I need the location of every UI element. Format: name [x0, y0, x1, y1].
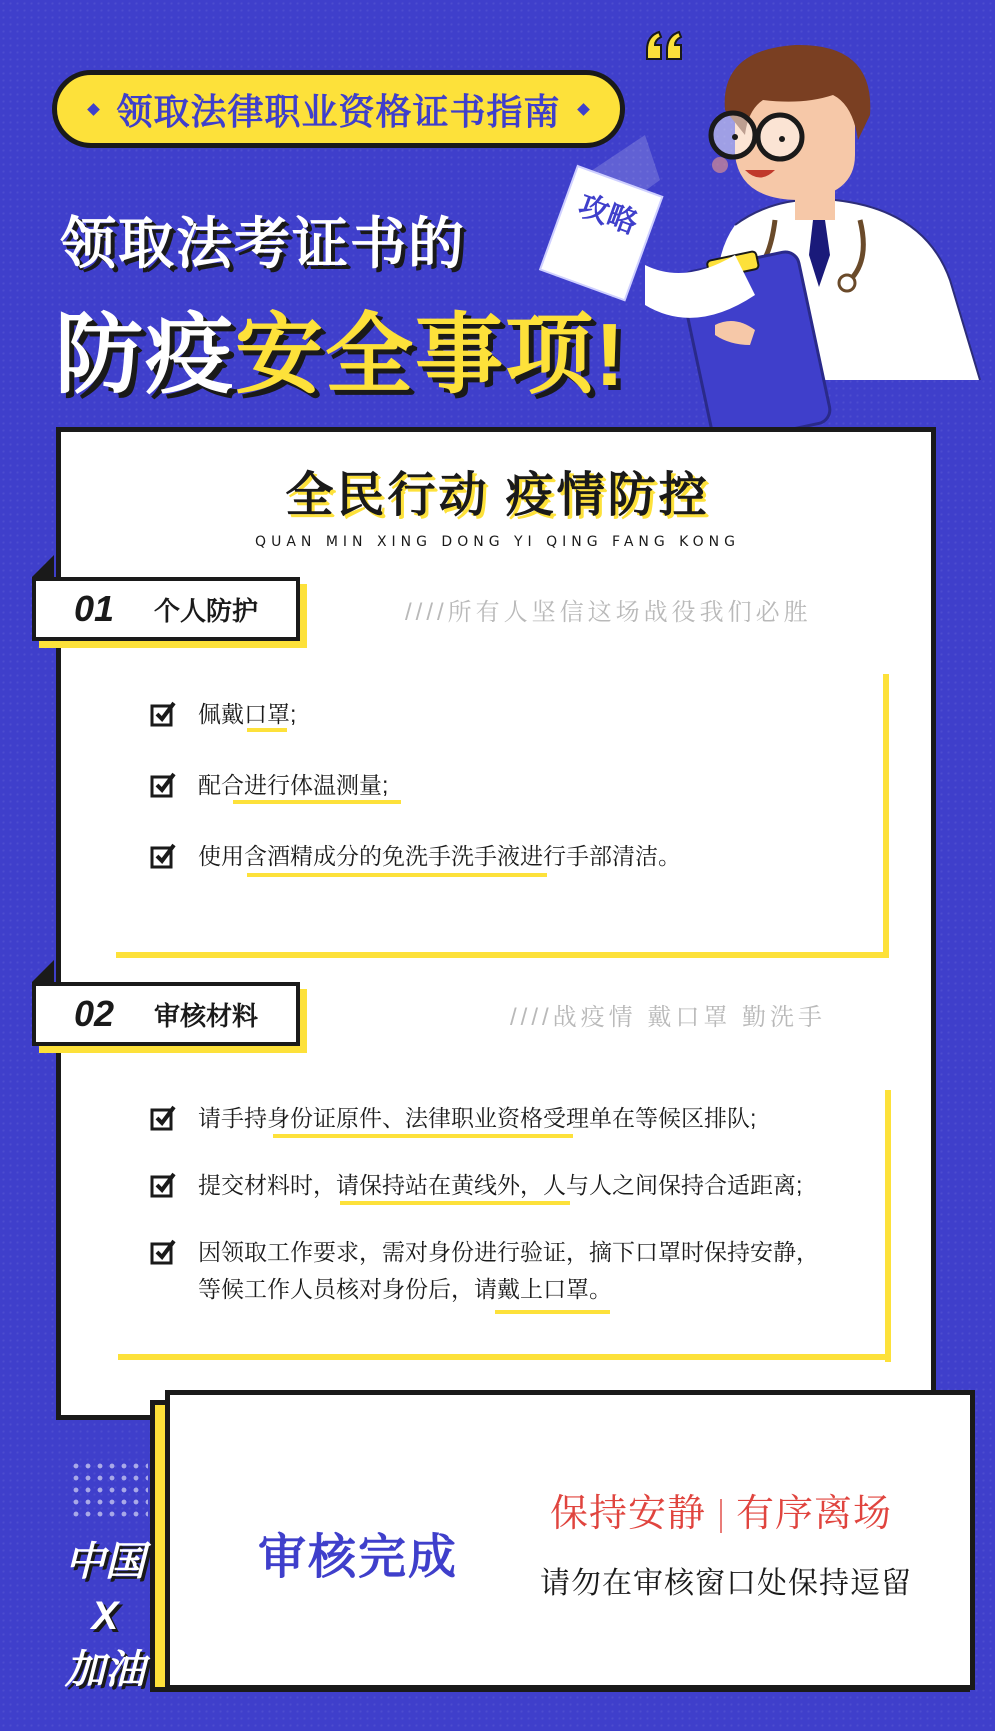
dot-pattern	[70, 1460, 148, 1518]
list-item-text: 佩戴口罩;	[198, 701, 297, 727]
side-line-china: 中国	[65, 1540, 145, 1584]
section-motto: ////战疫情 戴口罩 勤洗手	[510, 1004, 827, 1031]
section-number: 02	[74, 993, 115, 1034]
list-item-text: 提交材料时，请保持站在黄线外，人与人之间保持合适距离;	[198, 1172, 803, 1198]
list-item-line: 等候工作人员核对身份后，请戴上口罩。	[198, 1276, 612, 1302]
side-line-cheer: 加油	[65, 1648, 145, 1692]
checklist-materials	[150, 1100, 819, 1308]
checkbox-checked-icon	[150, 771, 178, 799]
list-item	[150, 767, 681, 804]
section-tag-materials	[32, 982, 300, 1046]
slogan-b: 有序离场	[736, 1493, 893, 1535]
slogan-divider	[720, 1499, 722, 1533]
list-item-text	[198, 1234, 819, 1308]
checklist-personal	[150, 696, 681, 875]
section-number: 01	[74, 588, 115, 629]
list-item	[150, 1100, 819, 1137]
quote-icon	[647, 32, 681, 59]
list-item-text: 请手持身份证原件、法律职业资格受理单在等候区排队;	[198, 1105, 757, 1131]
guide-paper-text: 攻略	[574, 189, 642, 241]
main-title: 全民行动 疫情防控	[285, 469, 710, 522]
section-motto: ////所有人坚信这场战役我们必胜	[405, 599, 812, 626]
side-slogan	[60, 1535, 150, 1697]
doctor-illustration	[574, 25, 995, 465]
list-item-text: 使用含酒精成分的免洗手洗手液进行手部清洁。	[198, 843, 681, 869]
list-item	[150, 1234, 819, 1308]
yellow-frame-right	[885, 1090, 891, 1362]
yellow-frame-bottom	[116, 952, 889, 958]
headline-line1: 领取法考证书的	[60, 212, 466, 275]
checkbox-checked-icon	[150, 842, 178, 870]
side-line-x: X	[91, 1594, 119, 1638]
list-item-text: 配合进行体温测量;	[198, 772, 389, 798]
tag-fold	[32, 555, 54, 577]
tag-fold	[32, 960, 54, 982]
highlight-underline	[495, 1310, 610, 1314]
checkbox-checked-icon	[150, 700, 178, 728]
checkbox-checked-icon	[150, 1238, 178, 1266]
headline-white: 防疫	[55, 305, 236, 404]
no-loitering-note: 请勿在审核窗口处保持逗留	[540, 1567, 912, 1600]
yellow-frame-bottom	[118, 1354, 891, 1360]
guide-pill-text: 领取法律职业资格证书指南	[116, 90, 561, 132]
checkbox-checked-icon	[150, 1104, 178, 1132]
guide-pill	[52, 70, 625, 148]
headline-line2	[55, 285, 626, 411]
section-label: 审核材料	[154, 1000, 259, 1031]
checkbox-checked-icon	[150, 1171, 178, 1199]
list-item	[150, 1167, 819, 1204]
list-item-line: 因领取工作要求，需对身份进行验证，摘下口罩时保持安静，	[198, 1239, 819, 1265]
section-tag-personal	[32, 577, 300, 641]
keep-quiet-slogan	[550, 1482, 892, 1537]
section-label: 个人防护	[154, 595, 259, 626]
review-complete-title: 审核完成	[258, 1531, 459, 1584]
slogan-a: 保持安静	[550, 1493, 707, 1535]
list-item	[150, 838, 681, 875]
list-item	[150, 696, 681, 733]
yellow-frame-right	[883, 674, 889, 958]
main-subtitle: QUAN MIN XING DONG YI QING FANG KONG	[255, 534, 740, 550]
diamond-icon	[88, 103, 101, 116]
headline-yellow: 安全事项!	[235, 305, 627, 404]
